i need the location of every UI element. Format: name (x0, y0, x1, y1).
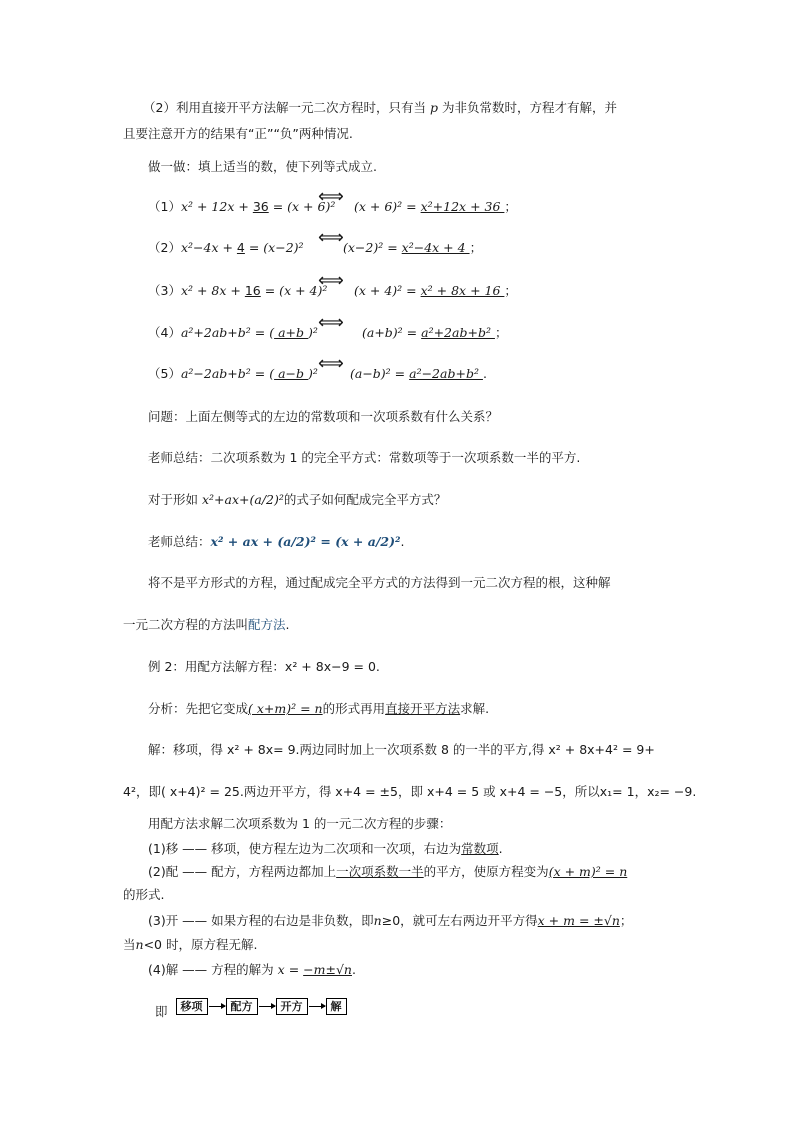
step-3-end (123, 937, 257, 953)
eq5-end: . (482, 366, 487, 381)
step-3-end-a: 当 (123, 937, 136, 952)
eq5-right (350, 366, 487, 382)
eq5-equiv-arrow-icon: ⟺ (318, 353, 344, 374)
flow-arrow-icon (209, 1006, 225, 1007)
step-2 (148, 864, 627, 880)
eq5-right-lhs: (a−b)² = (350, 366, 410, 381)
summary-1: 老师总结：二次项系数为 1 的完全平方式：常数项等于一次项系数一半的平方. (148, 450, 581, 465)
analysis-d: 求解. (460, 701, 490, 716)
eq4-rhs: )² (307, 325, 318, 340)
eq1-rhs: = (x + 6)² (268, 199, 336, 214)
eq2-rhs: = (x−2)² (244, 240, 304, 255)
eq1-lhs: x² + 12x + (180, 199, 253, 214)
analysis (148, 701, 489, 717)
step-4-x: x (277, 962, 285, 977)
form-question (148, 492, 446, 508)
flow-step-move: 移项 (176, 998, 208, 1015)
note2-line1-a: （2）利用直接开平方法解一元二次方程时，只有当 (143, 100, 426, 115)
definition-line1: 将不是平方形式的方程，通过配成完全平方式的方法得到一元二次方程的根，这种解 (148, 575, 611, 590)
definition-term: 配方法 (248, 617, 286, 632)
step-3-b: ≥0，就可左右两边开平方得 (381, 913, 538, 928)
eq4-equiv-arrow-icon: ⟺ (318, 312, 344, 333)
note2-line1-b: 为非负常数时，方程才有解，并 (441, 100, 617, 115)
step-1-b: 常数项 (461, 841, 499, 856)
note2-line2: 且要注意开方的结果有“正”“负”两种情况. (123, 126, 353, 141)
steps-title: 用配方法求解二次项系数为 1 的一元二次方程的步骤： (148, 816, 452, 831)
eq1-right (354, 199, 517, 215)
eq2-left (148, 240, 304, 256)
eq3-end: ； (504, 283, 517, 298)
definition-end: . (285, 617, 290, 632)
eq4-lhs: a²+2ab+b² = ( (180, 325, 275, 340)
step-2-b: 一次项系数一半 (336, 864, 424, 879)
step-2-d: (x + m)² = n (548, 864, 628, 879)
eq3-right (354, 283, 517, 299)
flow-prefix: 即 (155, 1004, 168, 1019)
eq3-index: （3） (148, 283, 181, 298)
definition-line2 (123, 617, 290, 633)
eq2-lhs: x²−4x + (180, 240, 237, 255)
try-title: 做一做：填上适当的数，使下列等式成立. (148, 159, 377, 174)
flow-step-root: 开方 (276, 998, 308, 1015)
eq1-equiv-arrow-icon: ⟺ (318, 186, 344, 207)
eq2-equiv-arrow-icon: ⟺ (318, 227, 344, 248)
eq3-right-lhs: (x + 4)² = (354, 283, 421, 298)
step-2-end: 的形式. (123, 887, 165, 902)
form-q-expr: x²+ax+(a/2)² (201, 492, 284, 507)
step-1 (148, 841, 503, 857)
var-p: p (429, 100, 438, 115)
solution-line1: 解：移项，得 x² + 8x= 9.两边同时加上一次项系数 8 的一半的平方,得 x² + 8x+4² = 9+ (148, 742, 655, 757)
analysis-form: ( x+m)² = n (248, 701, 323, 716)
step-2-c: 的平方，使原方程变为 (423, 864, 549, 879)
flow-arrow-icon (259, 1006, 275, 1007)
form-q-prefix: 对于形如 (148, 492, 202, 507)
flow-step-complete: 配方 (226, 998, 258, 1015)
eq1-left (148, 199, 335, 215)
analysis-a: 分析：先把它变成 (148, 701, 249, 716)
step-3-d: ； (619, 913, 633, 928)
step-4-eq: = (284, 962, 304, 977)
eq1-right-blank: x²+12x + 36 (420, 199, 505, 214)
eq1-index: （1） (148, 199, 181, 214)
note2-line1 (143, 100, 617, 116)
eq4-end: ； (494, 325, 508, 340)
step-4-a: (4)解 —— 方程的解为 (148, 962, 274, 977)
eq2-end: ； (469, 240, 483, 255)
eq3-right-blank: x² + 8x + 16 (420, 283, 505, 298)
eq2-index: （2） (148, 240, 181, 255)
eq5-rhs: )² (307, 366, 318, 381)
eq5-index: （5） (148, 366, 181, 381)
eq5-left (148, 366, 318, 382)
summary-2 (148, 534, 404, 550)
eq3-rhs: = (x + 4)² (260, 283, 328, 298)
eq4-right (362, 325, 507, 341)
eq4-index: （4） (148, 325, 181, 340)
step-4-c: −m±√n (303, 962, 352, 977)
eq3-left (148, 283, 327, 299)
summary-2-formula: x² + ax + (a/2)² = (x + a/2)² (210, 534, 401, 549)
summary-2-prefix: 老师总结： (148, 534, 211, 549)
step-2-a: (2)配 —— 配方，方程两边都加上 (148, 864, 337, 879)
step-4-d: . (351, 962, 356, 977)
eq4-left (148, 325, 318, 341)
eq5-lhs: a²−2ab+b² = ( (180, 366, 275, 381)
step-3 (148, 913, 632, 929)
step-3-a: (3)开 —— 如果方程的右边是非负数，即 (148, 913, 374, 928)
analysis-c: 的形式再用 (322, 701, 386, 716)
step-1-c: . (498, 841, 503, 856)
eq1-blank: 36 (252, 199, 269, 214)
eq4-blank: a+b (274, 325, 308, 340)
flow-diagram (155, 992, 347, 1020)
eq3-equiv-arrow-icon: ⟺ (318, 270, 344, 291)
eq4-right-lhs: (a+b)² = (362, 325, 422, 340)
eq2-blank: 4 (236, 240, 245, 255)
definition-line2-text: 一元二次方程的方法叫 (123, 617, 249, 632)
form-q-suffix: 的式子如何配成完全平方式？ (283, 492, 447, 507)
analysis-method: 直接开平方法 (385, 701, 461, 716)
flow-arrow-icon (309, 1006, 325, 1007)
flow-step-solve: 解 (326, 998, 347, 1015)
summary-2-end: . (400, 534, 405, 549)
step-3-end-b: <0 时，原方程无解. (143, 937, 258, 952)
step-3-c: x + m = ±√n (537, 913, 620, 928)
eq1-right-lhs: (x + 6)² = (354, 199, 421, 214)
eq3-blank: 16 (244, 283, 261, 298)
step-3-end-n: n (135, 937, 144, 952)
step-4 (148, 962, 356, 978)
step-3-n: n (373, 913, 382, 928)
eq5-blank: a−b (274, 366, 308, 381)
eq3-lhs: x² + 8x + (180, 283, 245, 298)
eq2-right-lhs: (x−2)² = (343, 240, 402, 255)
eq4-right-blank: a²+2ab+b² (421, 325, 495, 340)
solution-line2: 4²，即( x+4)² = 25.两边开平方，得 x+4 = ±5，即 x+4 = 5 或 x+4 = −5，所以x₁= 1，x₂= −9. (123, 784, 697, 799)
eq2-right (343, 240, 482, 256)
example-2: 例 2：用配方法解方程：x² + 8x−9 = 0. (148, 659, 380, 674)
eq5-right-blank: a²−2ab+b² (409, 366, 483, 381)
step-1-a: (1)移 —— 移项，使方程左边为二次项和一次项，右边为 (148, 841, 462, 856)
eq2-right-blank: x²−4x + 4 (401, 240, 470, 255)
question: 问题：上面左侧等式的左边的常数项和一次项系数有什么关系？ (148, 409, 499, 424)
eq1-end: ； (504, 199, 517, 214)
